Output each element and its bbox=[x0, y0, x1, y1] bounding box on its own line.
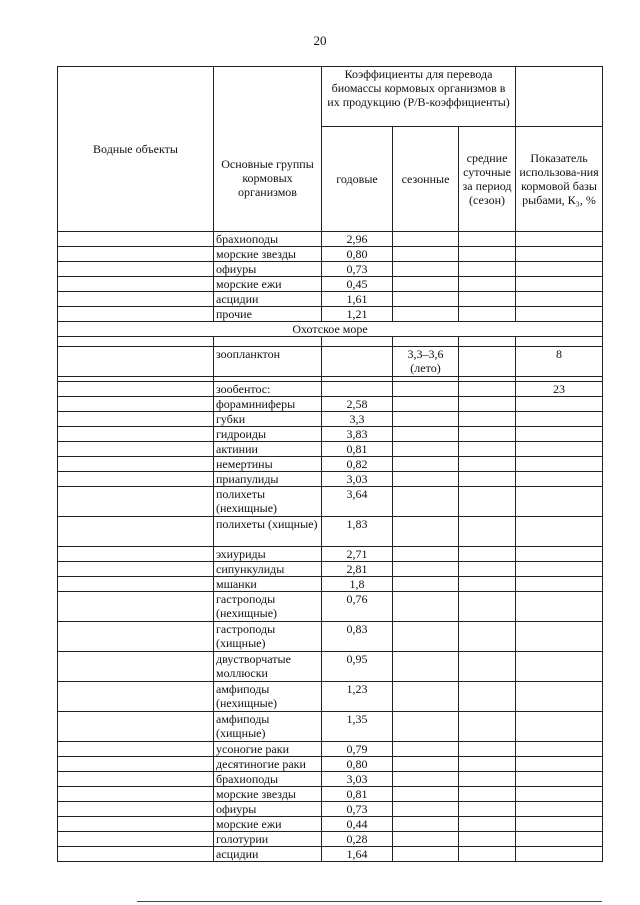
usage-index-cell bbox=[516, 817, 603, 832]
annual-coef-cell: 1,64 bbox=[322, 847, 393, 862]
table-row bbox=[58, 772, 603, 787]
annual-coef-cell: 0,44 bbox=[322, 817, 393, 832]
table-row bbox=[58, 292, 603, 307]
seasonal-coef-cell bbox=[393, 682, 459, 712]
annual-coef-cell: 0,80 bbox=[322, 757, 393, 772]
usage-index-cell bbox=[516, 847, 603, 862]
daily-coef-cell bbox=[459, 772, 516, 787]
seasonal-coef-cell bbox=[393, 712, 459, 742]
annual-coef-cell: 0,73 bbox=[322, 802, 393, 817]
water-body-cell bbox=[58, 427, 214, 442]
table-row bbox=[58, 547, 603, 562]
daily-coef-cell bbox=[459, 787, 516, 802]
daily-coef-cell bbox=[459, 832, 516, 847]
index-zoobenthos: 23 bbox=[516, 382, 603, 397]
food-group-cell: морские звезды bbox=[214, 247, 322, 262]
water-body-cell bbox=[58, 832, 214, 847]
food-group-cell: асцидии bbox=[214, 292, 322, 307]
food-group-cell: приапулиды bbox=[214, 472, 322, 487]
table-row bbox=[58, 832, 603, 847]
seasonal-coef-cell bbox=[393, 787, 459, 802]
usage-index-cell bbox=[516, 832, 603, 847]
water-body-cell bbox=[58, 712, 214, 742]
food-group-cell: прочие bbox=[214, 307, 322, 322]
daily-coef-cell bbox=[459, 262, 516, 277]
annual-coef-cell: 0,79 bbox=[322, 742, 393, 757]
annual-coef-cell: 1,83 bbox=[322, 517, 393, 547]
header-annual: годовые bbox=[322, 127, 393, 232]
water-body-cell bbox=[58, 622, 214, 652]
group-zooplankton: зоопланктон bbox=[214, 347, 322, 377]
seasonal-coef-cell bbox=[393, 412, 459, 427]
annual-coef-cell: 3,83 bbox=[322, 427, 393, 442]
table-row bbox=[58, 817, 603, 832]
table-row bbox=[58, 802, 603, 817]
usage-index-cell bbox=[516, 787, 603, 802]
table-row bbox=[58, 457, 603, 472]
annual-coef-cell: 2,96 bbox=[322, 232, 393, 247]
daily-coef-cell bbox=[459, 682, 516, 712]
blank-cell bbox=[516, 337, 603, 347]
water-body-cell bbox=[58, 682, 214, 712]
water-body-cell bbox=[58, 232, 214, 247]
daily-coef-cell bbox=[459, 487, 516, 517]
usage-index-cell bbox=[516, 592, 603, 622]
usage-index-cell bbox=[516, 412, 603, 427]
table-row bbox=[58, 562, 603, 577]
food-group-cell: гастроподы (нехищные) bbox=[214, 592, 322, 622]
header-daily: средние суточные за период (сезон) bbox=[459, 127, 516, 232]
index-zooplankton: 8 bbox=[516, 347, 603, 377]
water-body-cell bbox=[58, 292, 214, 307]
usage-index-cell bbox=[516, 247, 603, 262]
usage-index-cell bbox=[516, 442, 603, 457]
seasonal-coef-cell bbox=[393, 232, 459, 247]
food-group-cell: амфиподы (хищные) bbox=[214, 712, 322, 742]
water-body-cell bbox=[58, 817, 214, 832]
table-row bbox=[58, 787, 603, 802]
seasonal-coef-cell bbox=[393, 472, 459, 487]
usage-index-cell bbox=[516, 307, 603, 322]
daily-coef-cell bbox=[459, 457, 516, 472]
header-usage-index: Показатель использова-ния кормовой базы рыбами, К₃, % bbox=[516, 127, 603, 232]
table-body-top bbox=[58, 232, 603, 322]
daily-coef-cell bbox=[459, 307, 516, 322]
daily-coef-cell bbox=[459, 592, 516, 622]
annual-coef-cell: 0,80 bbox=[322, 247, 393, 262]
water-body-cell bbox=[58, 562, 214, 577]
seasonal-zooplankton: 3,3–3,6 (лето) bbox=[393, 347, 459, 377]
daily-coef-cell bbox=[459, 517, 516, 547]
daily-coef-cell bbox=[459, 847, 516, 862]
seasonal-coef-cell bbox=[393, 802, 459, 817]
table-row bbox=[58, 262, 603, 277]
seasonal-coef-cell bbox=[393, 592, 459, 622]
usage-index-cell bbox=[516, 232, 603, 247]
usage-index-cell bbox=[516, 757, 603, 772]
header-water-bodies: Водные объекты bbox=[58, 67, 214, 232]
daily-coef-cell bbox=[459, 232, 516, 247]
annual-coef-cell: 0,82 bbox=[322, 457, 393, 472]
seasonal-coef-cell bbox=[393, 742, 459, 757]
water-body-cell bbox=[58, 277, 214, 292]
daily-coef-cell bbox=[459, 442, 516, 457]
food-group-cell: усоногие раки bbox=[214, 742, 322, 757]
water-body-cell bbox=[58, 247, 214, 262]
seasonal-coef-cell bbox=[393, 772, 459, 787]
annual-coef-cell: 2,81 bbox=[322, 562, 393, 577]
seasonal-coef-cell bbox=[393, 832, 459, 847]
food-group-cell: морские ежи bbox=[214, 277, 322, 292]
usage-index-cell bbox=[516, 427, 603, 442]
usage-index-cell bbox=[516, 472, 603, 487]
water-body-cell bbox=[58, 652, 214, 682]
table-row bbox=[58, 397, 603, 412]
table-row bbox=[58, 592, 603, 622]
food-group-cell: гастроподы (хищные) bbox=[214, 622, 322, 652]
table-row bbox=[58, 442, 603, 457]
water-body-cell bbox=[58, 347, 214, 377]
page-bottom-rule bbox=[137, 901, 602, 902]
food-group-cell: брахиоподы bbox=[214, 772, 322, 787]
table-row bbox=[58, 682, 603, 712]
daily-coef-cell bbox=[459, 622, 516, 652]
table-row bbox=[58, 412, 603, 427]
usage-index-cell bbox=[516, 397, 603, 412]
food-group-cell: амфиподы (нехищные) bbox=[214, 682, 322, 712]
food-group-cell: морские ежи bbox=[214, 817, 322, 832]
usage-index-cell bbox=[516, 712, 603, 742]
usage-index-cell bbox=[516, 802, 603, 817]
seasonal-coef-cell bbox=[393, 517, 459, 547]
daily-coef-cell bbox=[459, 817, 516, 832]
annual-coef-cell: 1,8 bbox=[322, 577, 393, 592]
seasonal-coef-cell bbox=[393, 277, 459, 292]
food-group-cell: голотурии bbox=[214, 832, 322, 847]
water-body-cell bbox=[58, 397, 214, 412]
food-group-cell: офиуры bbox=[214, 802, 322, 817]
table-row bbox=[58, 517, 603, 547]
table-row bbox=[58, 712, 603, 742]
table-row bbox=[58, 277, 603, 292]
food-group-cell: фораминиферы bbox=[214, 397, 322, 412]
daily-coef-cell bbox=[459, 577, 516, 592]
annual-coef-cell: 2,58 bbox=[322, 397, 393, 412]
usage-index-cell bbox=[516, 772, 603, 787]
daily-coef-cell bbox=[459, 712, 516, 742]
table-row bbox=[58, 247, 603, 262]
water-body-cell bbox=[58, 742, 214, 757]
daily-coef-cell bbox=[459, 277, 516, 292]
daily-coef-cell bbox=[459, 547, 516, 562]
usage-index-cell bbox=[516, 622, 603, 652]
food-group-cell: сипункулиды bbox=[214, 562, 322, 577]
usage-index-cell bbox=[516, 742, 603, 757]
usage-index-cell bbox=[516, 517, 603, 547]
water-body-cell bbox=[58, 442, 214, 457]
food-group-cell: мшанки bbox=[214, 577, 322, 592]
annual-cell bbox=[322, 382, 393, 397]
annual-coef-cell: 0,76 bbox=[322, 592, 393, 622]
daily-coef-cell bbox=[459, 742, 516, 757]
seasonal-coef-cell bbox=[393, 307, 459, 322]
water-body-cell bbox=[58, 787, 214, 802]
table-row bbox=[58, 487, 603, 517]
blank-cell bbox=[393, 337, 459, 347]
table-row bbox=[58, 757, 603, 772]
water-body-cell bbox=[58, 457, 214, 472]
food-group-cell: полихеты (нехищные) bbox=[214, 487, 322, 517]
blank-cell bbox=[58, 337, 214, 347]
daily-coef-cell bbox=[459, 652, 516, 682]
annual-coef-cell: 1,23 bbox=[322, 682, 393, 712]
daily-coef-cell bbox=[459, 292, 516, 307]
header-seasonal: сезонные bbox=[393, 127, 459, 232]
water-body-cell bbox=[58, 547, 214, 562]
usage-index-cell bbox=[516, 652, 603, 682]
annual-coef-cell: 0,73 bbox=[322, 262, 393, 277]
annual-coef-cell: 0,83 bbox=[322, 622, 393, 652]
annual-coef-cell: 0,81 bbox=[322, 787, 393, 802]
usage-index-cell bbox=[516, 277, 603, 292]
usage-index-cell bbox=[516, 547, 603, 562]
daily-coef-cell bbox=[459, 427, 516, 442]
table-row bbox=[58, 472, 603, 487]
table-body-bottom bbox=[58, 397, 603, 862]
food-group-cell: актинии bbox=[214, 442, 322, 457]
seasonal-coef-cell bbox=[393, 562, 459, 577]
annual-coef-cell: 2,71 bbox=[322, 547, 393, 562]
food-group-cell: асцидии bbox=[214, 847, 322, 862]
water-body-cell bbox=[58, 487, 214, 517]
annual-coef-cell: 3,03 bbox=[322, 472, 393, 487]
table-row bbox=[58, 232, 603, 247]
water-body-cell bbox=[58, 262, 214, 277]
annual-coef-cell: 0,45 bbox=[322, 277, 393, 292]
daily-coef-cell bbox=[459, 412, 516, 427]
seasonal-coef-cell bbox=[393, 442, 459, 457]
usage-index-cell bbox=[516, 682, 603, 712]
seasonal-coef-cell bbox=[393, 427, 459, 442]
water-body-cell bbox=[58, 472, 214, 487]
food-group-cell: двустворчатые моллюски bbox=[214, 652, 322, 682]
usage-index-cell bbox=[516, 487, 603, 517]
daily-cell bbox=[459, 382, 516, 397]
annual-coef-cell: 1,61 bbox=[322, 292, 393, 307]
table-row bbox=[58, 427, 603, 442]
seasonal-coef-cell bbox=[393, 622, 459, 652]
daily-coef-cell bbox=[459, 397, 516, 412]
seasonal-coef-cell bbox=[393, 247, 459, 262]
usage-index-cell bbox=[516, 457, 603, 472]
water-body-cell bbox=[58, 772, 214, 787]
page-number: 20 bbox=[313, 33, 327, 48]
food-group-cell: эхиуриды bbox=[214, 547, 322, 562]
seasonal-coef-cell bbox=[393, 292, 459, 307]
food-group-cell: брахиоподы bbox=[214, 232, 322, 247]
food-group-cell: морские звезды bbox=[214, 787, 322, 802]
daily-coef-cell bbox=[459, 802, 516, 817]
water-body-cell bbox=[58, 382, 214, 397]
header-pb-coefficients: Коэффициенты для перевода биомассы кормовых организмов в их продукцию (Р/В-коэффициенты) bbox=[322, 67, 516, 127]
water-body-cell bbox=[58, 802, 214, 817]
daily-cell bbox=[459, 347, 516, 377]
annual-cell bbox=[322, 347, 393, 377]
annual-coef-cell: 0,95 bbox=[322, 652, 393, 682]
table-body-sea bbox=[58, 322, 603, 397]
seasonal-cell bbox=[393, 382, 459, 397]
table-row bbox=[58, 307, 603, 322]
daily-coef-cell bbox=[459, 472, 516, 487]
annual-coef-cell: 3,3 bbox=[322, 412, 393, 427]
seasonal-coef-cell bbox=[393, 577, 459, 592]
food-group-cell: немертины bbox=[214, 457, 322, 472]
seasonal-coef-cell bbox=[393, 397, 459, 412]
blank-cell bbox=[322, 337, 393, 347]
usage-index-cell bbox=[516, 262, 603, 277]
water-body-cell bbox=[58, 847, 214, 862]
group-zoobenthos: зообентос: bbox=[214, 382, 322, 397]
seasonal-coef-cell bbox=[393, 262, 459, 277]
table-row bbox=[58, 577, 603, 592]
seasonal-coef-cell bbox=[393, 757, 459, 772]
water-body-cell bbox=[58, 412, 214, 427]
table-row bbox=[58, 622, 603, 652]
blank-cell bbox=[214, 337, 322, 347]
food-group-cell: гидроиды bbox=[214, 427, 322, 442]
annual-coef-cell: 1,21 bbox=[322, 307, 393, 322]
food-group-cell: губки bbox=[214, 412, 322, 427]
seasonal-coef-cell bbox=[393, 817, 459, 832]
water-body-cell bbox=[58, 577, 214, 592]
seasonal-coef-cell bbox=[393, 652, 459, 682]
seasonal-coef-cell bbox=[393, 487, 459, 517]
daily-coef-cell bbox=[459, 562, 516, 577]
seasonal-coef-cell bbox=[393, 547, 459, 562]
annual-coef-cell: 0,28 bbox=[322, 832, 393, 847]
seasonal-coef-cell bbox=[393, 457, 459, 472]
food-group-cell: десятиногие раки bbox=[214, 757, 322, 772]
header-food-groups: Основные группы кормовых организмов bbox=[214, 67, 322, 232]
table-row bbox=[58, 652, 603, 682]
blank-cell bbox=[459, 337, 516, 347]
table-row bbox=[58, 847, 603, 862]
header-index-blank bbox=[516, 67, 603, 127]
daily-coef-cell bbox=[459, 247, 516, 262]
food-group-cell: полихеты (хищные) bbox=[214, 517, 322, 547]
annual-coef-cell: 0,81 bbox=[322, 442, 393, 457]
water-body-cell bbox=[58, 757, 214, 772]
water-body-cell bbox=[58, 307, 214, 322]
water-body-cell bbox=[58, 592, 214, 622]
annual-coef-cell: 3,64 bbox=[322, 487, 393, 517]
sea-section-heading: Охотское море bbox=[58, 322, 603, 337]
water-body-cell bbox=[58, 517, 214, 547]
daily-coef-cell bbox=[459, 757, 516, 772]
annual-coef-cell: 1,35 bbox=[322, 712, 393, 742]
table-row bbox=[58, 742, 603, 757]
food-group-cell: офиуры bbox=[214, 262, 322, 277]
seasonal-coef-cell bbox=[393, 847, 459, 862]
usage-index-cell bbox=[516, 577, 603, 592]
usage-index-cell bbox=[516, 292, 603, 307]
annual-coef-cell: 3,03 bbox=[322, 772, 393, 787]
pb-coefficients-table bbox=[57, 66, 603, 862]
usage-index-cell bbox=[516, 562, 603, 577]
